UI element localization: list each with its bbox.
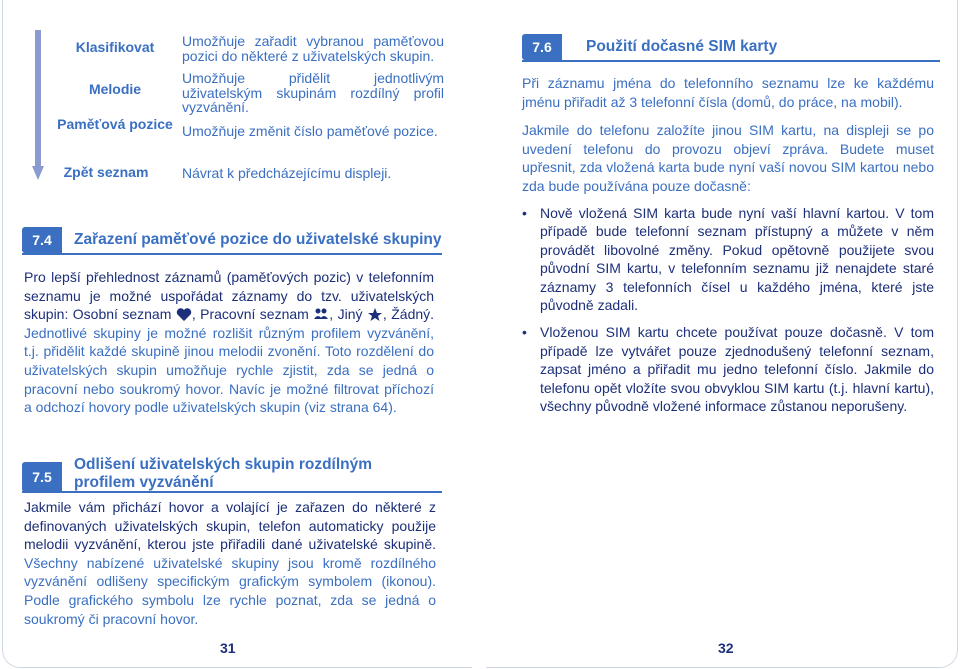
section-7-4-heading bbox=[22, 227, 442, 253]
down-arrow-icon bbox=[32, 30, 44, 180]
paragraph-text: Nově vložená SIM karta bude nyní vaší hlavní kartou. bbox=[540, 205, 890, 221]
list-item bbox=[522, 204, 934, 314]
page-number-left: 31 bbox=[220, 640, 236, 656]
paragraph-text: , Pracovní seznam bbox=[191, 306, 309, 323]
paragraph-text: Vloženou SIM kartu chcete používat pouze dočasně. bbox=[540, 324, 887, 341]
menu-desc: Umožňuje přidělit jednotlivým uživatelským skupinám rozdílný profil vyzvánění. bbox=[182, 70, 444, 115]
section-title-line: Odlišení uživatelských skupin rozdílným bbox=[74, 456, 373, 473]
section-7-6-para-2 bbox=[522, 121, 934, 195]
paragraph-text: , Žádný. bbox=[382, 306, 435, 323]
paragraph-text: V tom případě bude telefonní seznam přístupný a můžete v něm provádět libovolné změny. bbox=[540, 205, 934, 258]
heart-icon bbox=[176, 307, 192, 322]
star-icon bbox=[367, 307, 383, 322]
paragraph-text: Navíc je možné filtrovat příchozí a odchozí hovory podle uživatelských skupin (viz strana 64). bbox=[24, 380, 434, 416]
menu-key: Melodie bbox=[88, 81, 142, 97]
paragraph-text: Pro lepší přehlednost záznamů (paměťových pozic) v telefonním seznamu je možné uspořádat záznamy do tzv. uživatelských skupin: Osobní seznam bbox=[24, 269, 434, 323]
page-number-right: 32 bbox=[718, 640, 734, 656]
menu-desc: Umožňuje změnit číslo paměťové pozice. bbox=[182, 123, 438, 139]
paragraph-text: Budete muset upřesnit, zda vložená karta bude nyní vaší novou SIM kartou nebo zda bude používána pouze dočasně: bbox=[522, 140, 934, 194]
section-number: 7.5 bbox=[22, 462, 62, 492]
paragraph-text: Všechny nabízené uživatelské skupiny jsou kromě rozdílného vyzvánění odlišeny specifickým grafickým symbolem (ikonou). Podle grafického symbolu lze rychle poznat, zda se jedná o soukromý či pracovní hovor. bbox=[24, 554, 436, 627]
section-7-5-heading bbox=[22, 456, 372, 492]
paragraph-text: Jakmile vám přichází hovor a volající je zařazen do některé z definovaných uživatelských skupin, telefon automaticky použije melodii vyzvánění, kterou jste přiřadili dané uživatelské skupině. bbox=[24, 499, 436, 553]
section-number: 7.4 bbox=[22, 227, 62, 253]
paragraph-text: V tom případě lze vytvářet pouze zjednodušený telefonní seznam, zapsat jméno a přiřadit mu jedno telefonní číslo. bbox=[540, 324, 934, 378]
paragraph-text: Pokud opětovně použijete svou původní SIM kartu, v telefonním seznamu již nenajdete staré záznamy 3 telefonních čísel u každého jména, které jste původně zadali. bbox=[540, 241, 935, 314]
section-underline bbox=[22, 253, 442, 255]
sim-card-options-list bbox=[522, 204, 934, 424]
section-7-6-heading bbox=[522, 34, 777, 60]
paragraph-text: Toto rozdělení do uživatelských skupin umožňuje rychle zjistit, zda se jedná o pracovní nebo soukromý hovor. bbox=[24, 343, 434, 397]
section-underline bbox=[22, 491, 442, 493]
menu-key: Paměťová pozice bbox=[57, 116, 173, 132]
section-7-5-body bbox=[24, 498, 436, 628]
section-title: Použití dočasné SIM karty bbox=[586, 38, 778, 55]
section-7-4-body bbox=[24, 268, 434, 417]
paragraph-text: Jakmile do telefonu opět vložíte svou obvyklou SIM kartu (t.j. hlavní kartu), všechny původně vložené informace zůstanou neporušeny. bbox=[540, 361, 935, 415]
section-title bbox=[74, 456, 372, 492]
paragraph-text: Jakmile do telefonu založíte jinou SIM kartu, na displeji se po uvedení telefonu do provozu objeví zpráva. bbox=[522, 122, 934, 157]
section-underline bbox=[522, 60, 940, 62]
menu-key: Zpět seznam bbox=[63, 164, 149, 180]
section-title-line: profilem vyzvánění bbox=[74, 474, 214, 491]
section-title: Zařazení paměťové pozice do uživatelské skupiny bbox=[74, 231, 442, 248]
list-item bbox=[522, 323, 934, 415]
paragraph-text: , Jiný bbox=[329, 306, 363, 323]
section-number: 7.6 bbox=[522, 34, 562, 60]
menu-key: Klasifikovat bbox=[75, 39, 155, 55]
people-icon bbox=[313, 307, 329, 322]
menu-desc: Návrat k předcházejícímu displeji. bbox=[182, 165, 392, 181]
paragraph-text: Jednotlivé skupiny je možné rozlišit různým profilem vyzvánění, t.j. přidělit každé skupině jinou melodii zvonění. bbox=[24, 324, 434, 360]
menu-desc: Umožňuje zařadit vybranou paměťovou pozici do některé z uživatelských skupin. bbox=[182, 33, 444, 64]
section-7-6-intro: Při záznamu jména do telefonního seznamu lze ke každému jménu přiřadit až 3 telefonní čísla (domů, do práce, na mobil). bbox=[522, 75, 934, 110]
